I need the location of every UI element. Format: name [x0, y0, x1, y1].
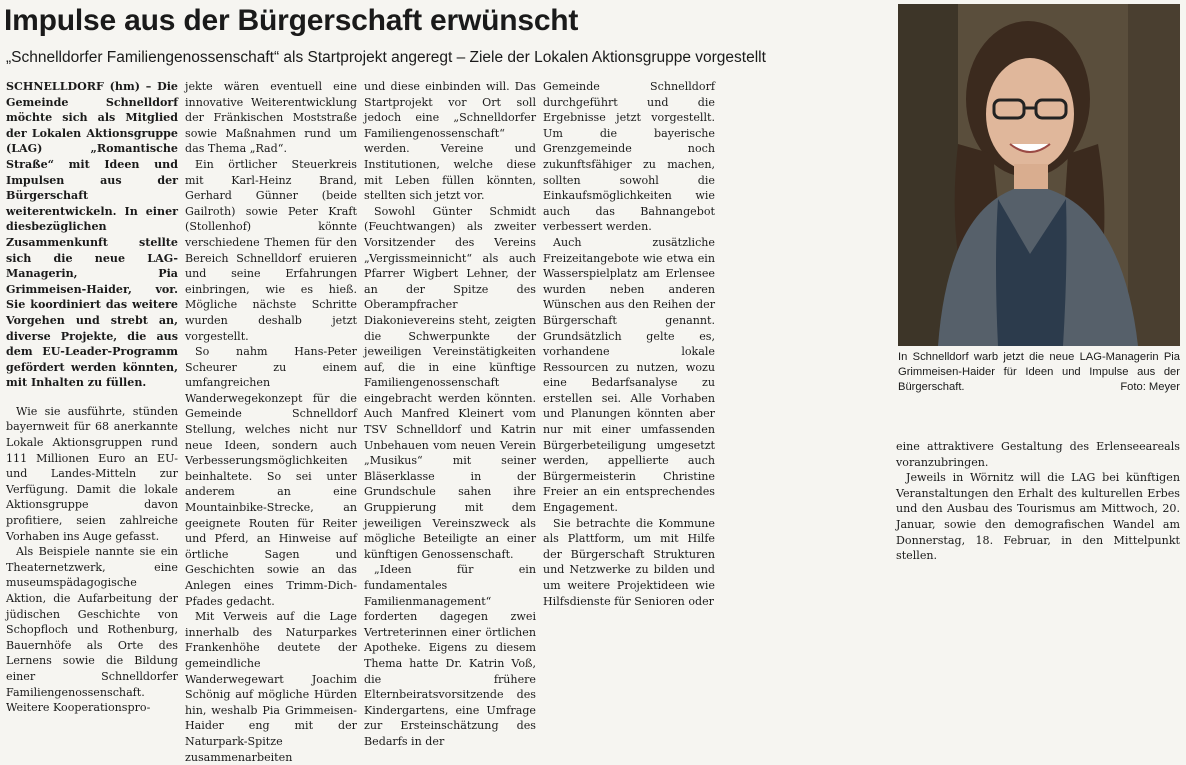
portrait-photo — [898, 4, 1180, 346]
paragraph: Sie betrachte die Kommune als Plattform, um mit Hilfe der Bürgerschaft Strukturen und Netzwerke zu bilden und um weitere Projektideen wie Hilfsdienste für Senioren oder — [543, 516, 715, 608]
paragraph: „Ideen für ein fundamentales Familienmanagement“ forderten dagegen zwei Vertreterinnen einer örtlichen Apotheke. Eigens zu diesem Thema hatte Dr. Katrin Voß, die frühere Elternbeiratsvorsitzende des Kindergartens, eine Umfrage zur Ersteinschätzung des Bedarfs in der — [364, 563, 536, 748]
paragraph: Sowohl Günter Schmidt (Feuchtwangen) als zweiter Vorsitzender des Vereins „Vergissmeinnicht“ als auch Pfarrer Wigbert Lehner, der an der Spitze des Oberampfracher Diakonievereins steht, zeigten die Schwerpunkte der jeweiligen Vereinstätigkeiten auf, die in eine künftige Familiengenossenschaft eingebracht werden könnten. Auch Manfred Kleinert vom TSV Schnelldorf und Katrin Unbehauen vom neuen Verein „Musikus“ mit seiner Bläserklasse in der Grundschule sahen ihre Gruppierung mit dem jeweiligen Vereinszweck als mögliche Beteiligte an einer künftigen Genossenschaft. — [364, 204, 536, 561]
photo-caption — [898, 350, 1180, 395]
paragraph: und diese einbinden will. Das Startprojekt vor Ort soll jedoch eine „Schnelldorfer Familiengenossenschaft“ werden. Vereine und Institutionen, welche diese mit Leben füllen könnten, stellten sich jetzt vor. — [364, 80, 536, 203]
paragraph: jekte wären eventuell eine innovative Weiterentwicklung der Fränkischen Moststraße sowie Maßnahmen rund um das Thema „Rad“. — [185, 80, 357, 156]
paragraph: eine attraktivere Gestaltung des Erlenseeareals voranzubringen. — [896, 440, 1180, 469]
paragraph: Auch zusätzliche Freizeitangebote wie etwa ein Wasserspielplatz am Erlensee wurden neben anderen Wünschen aus den Reihen der Bürgerschaft genannt. Grundsätzlich gelte es, vorhandene lokale Ressourcen zu nutzen, wozu eine Bedarfsanalyse zu erstellen sei. Alle Vorhaben und Planungen könnten aber nur mit einer umfassenden Bürgerbeteiligung umgesetzt werden, appellierte auch Bürgermeisterin Christine Freier an ein entsprechendes Engagement. — [543, 235, 715, 515]
lead-paragraph — [6, 79, 178, 391]
paragraph: Ein örtlicher Steuerkreis mit Karl-Heinz Brand, Gerhard Günner (beide Gailroth) sowie Peter Kraft (Stollenhof) könnte verschiedene Themen für den Bereich Schnelldorf eruieren und seine Erfahrungen einbringen, wie es hieß. Mögliche nächste Schritte wurden deshalb jetzt vorgestellt. — [185, 157, 357, 343]
paragraph: Mit Verweis auf die Lage innerhalb des Naturparkes Frankenhöhe deutete der gemeindliche Wanderwegewart Joachim Schönig auf mögliche Hürden hin, weshalb Pia Grimmeisen-Haider eng mit der Naturpark-Spitze zusammenarbeiten — [185, 610, 357, 764]
subheadline: „Schnelldorfer Familiengenossenschaft“ als Startprojekt angeregt – Ziele der Lokalen Aktionsgruppe vorgestellt — [6, 49, 766, 66]
dateline: SCHNELLDORF (hm) – — [6, 80, 152, 93]
article-column-2 — [185, 79, 357, 764]
lead-text: Die Gemeinde Schnelldorf möchte sich als Mitglied der Lokalen Aktionsgruppe (LAG) „Romantische Straße“ mit Ideen und Impulsen aus der Bürgerschaft weiterentwickeln. In einer diesbezüglichen Zusammenkunft stellte sich die neue LAG-Managerin, Pia Grimmeisen-Haider, vor. Sie koordiniert das weitere Vorgehen und strebt an, diverse Projekte, die aus dem EU-Leader-Programm gefördert werden könnten, mit Inhalten zu füllen. — [6, 80, 178, 390]
article-column-3 — [364, 79, 536, 748]
article-column-4 — [543, 79, 715, 608]
paragraph: Jeweils in Wörnitz will die LAG bei künftigen Veranstaltungen den Erhalt des kulturellen Erbes und den Ausbau des Tourismus am Mittwoch, 20. Januar, sowie den demografischen Wandel am Donnerstag, 18. Februar, in den Mittelpunkt stellen. — [896, 471, 1180, 563]
portrait-illustration — [898, 4, 1180, 346]
paragraph: So nahm Hans-Peter Scheurer zu einem umfangreichen Wanderwegekonzept für die Gemeinde Schnelldorf Stellung, welches nicht nur neue Ideen, sondern auch Verbesserungsmöglichkeiten beinhaltete. So sei unter anderem an eine Mountainbike-Strecke, an geeignete Routen für Reiter und Pferd, an Hinweise auf örtliche Sagen und Geschichten sowie an das Anlegen eines Trimm-Dich-Pfades gedacht. — [185, 345, 357, 608]
headline: Impulse aus der Bürgerschaft erwünscht — [4, 4, 579, 37]
caption-text: In Schnelldorf warb jetzt die neue LAG-Managerin Pia Grimmeisen-Haider für Ideen und Impulse aus der Bürgerschaft. — [898, 351, 1180, 393]
article-column-5 — [896, 439, 1180, 563]
paragraph: Gemeinde Schnelldorf durchgeführt und die Ergebnisse jetzt vorgestellt. Um die bayerische Grenzgemeinde noch zukunftsfähiger zu machen, sollten sowohl die Einkaufsmöglichkeiten wie auch das Bahnangebot verbessert werden. — [543, 80, 715, 234]
paragraph: Wie sie ausführte, stünden bayernweit für 68 anerkannte Lokale Aktionsgruppen rund 111 Millionen Euro an EU- und Landes-Mitteln zur Verfügung. Damit die lokale Aktionsgruppe davon profitiere, seien zahlreiche Vorhaben ins Auge gefasst. — [6, 404, 178, 543]
article-column-1 — [6, 79, 178, 715]
paragraph: Als Beispiele nannte sie ein Theaternetzwerk, eine museumspädagogische Aktion, die Aufarbeitung der jüdischen Geschichte von Schopfloch und Rothenburg, Bauernhöfe als Orte des Lernens sowie die Bildung einer Schnelldorfer Familiengenossenschaft. Weitere Kooperationspro- — [6, 545, 178, 715]
photo-credit: Foto: Meyer — [1120, 381, 1180, 393]
